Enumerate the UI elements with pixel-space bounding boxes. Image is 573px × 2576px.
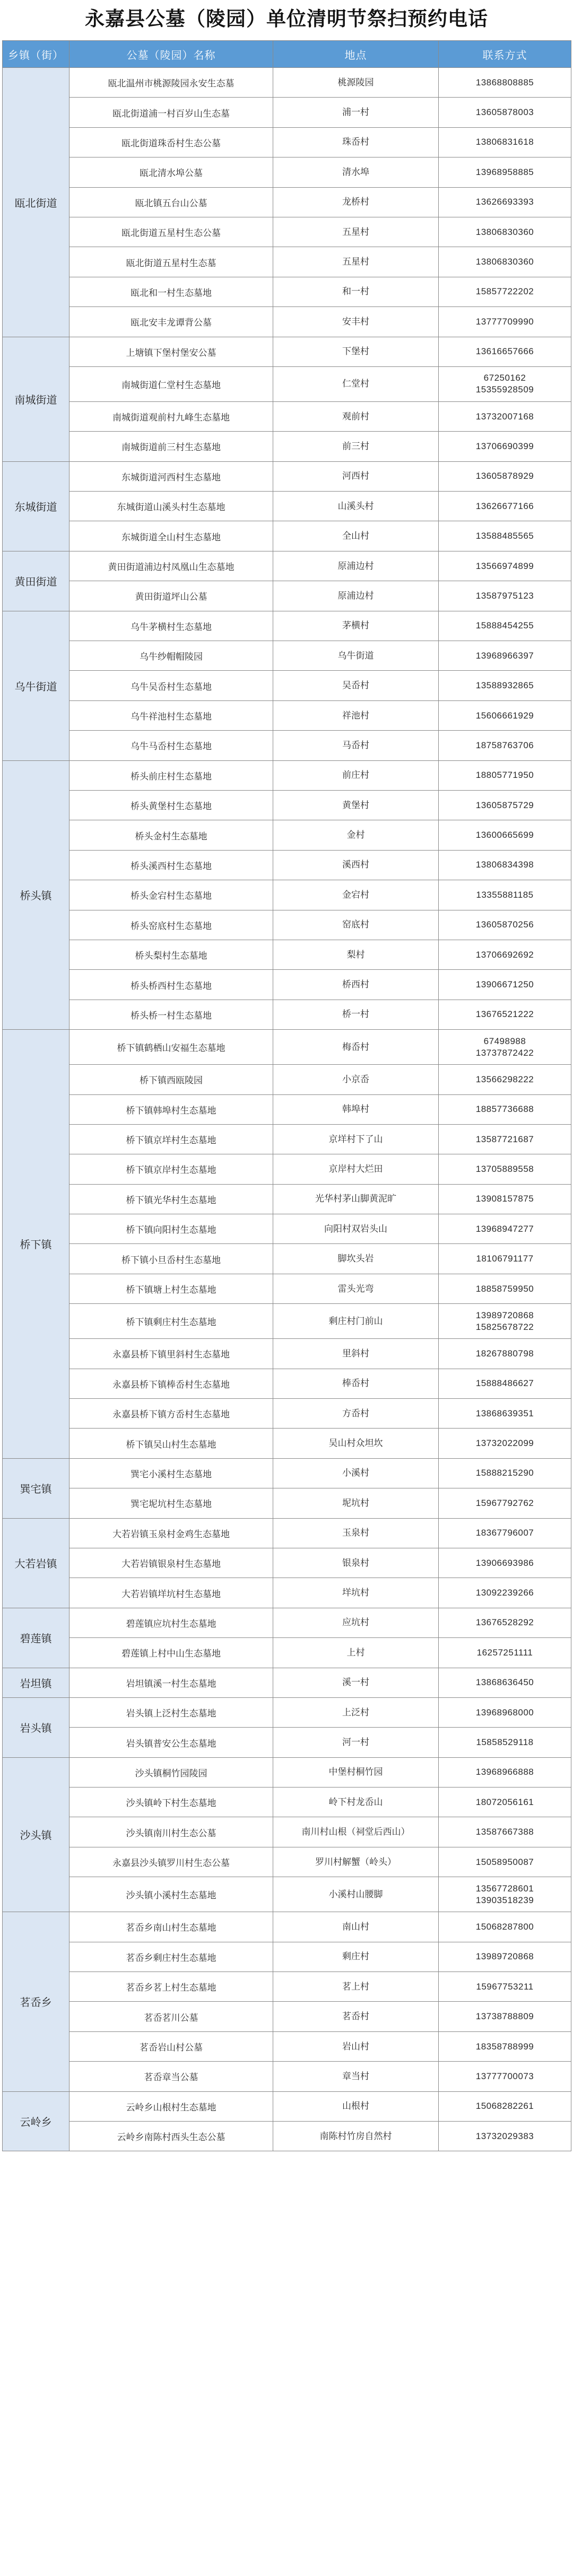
location-cell: 京垟村下了山 [273,1124,439,1154]
table-row [3,1877,571,1912]
table-row [3,820,571,850]
phone-cell: 13605875729 [439,790,571,820]
phone-cell: 15068287800 [439,1912,571,1942]
table-row [3,1184,571,1214]
location-cell: 坭坑村 [273,1488,439,1518]
table-row [3,1608,571,1637]
table-row [3,461,571,491]
cemetery-name-cell: 沙头镇小溪村生态墓地 [70,1877,273,1912]
phone-cell: 13989720868 15825678722 [439,1304,571,1339]
table-row [3,2091,571,2121]
location-cell: 茅横村 [273,611,439,641]
cemetery-name-cell: 桥下镇塘上村生态墓地 [70,1274,273,1303]
cemetery-name-cell: 茗岙岩山村公墓 [70,2031,273,2061]
table-row [3,641,571,671]
location-cell: 原浦边村 [273,551,439,581]
cemetery-name-cell: 桥头金宕村生态墓地 [70,880,273,910]
location-cell: 剩庄村 [273,1942,439,1972]
phone-cell: 67498988 13737872422 [439,1030,571,1065]
location-cell: 观前村 [273,401,439,431]
location-cell: 河西村 [273,461,439,491]
table-row [3,1817,571,1847]
table-row [3,68,571,98]
phone-cell: 13587667388 [439,1817,571,1847]
location-cell: 祥池村 [273,700,439,730]
cemetery-name-cell: 东城街道河西村生态墓地 [70,461,273,491]
phone-cell: 13355881185 [439,880,571,910]
location-cell: 溪一村 [273,1668,439,1697]
table-row [3,2122,571,2151]
phone-cell: 15888486627 [439,1369,571,1398]
table-row [3,1578,571,1608]
phone-cell: 15888215290 [439,1458,571,1488]
table-row [3,247,571,277]
location-cell: 岭下村龙岙山 [273,1788,439,1817]
cemetery-name-cell: 茗岙乡南山村生态墓地 [70,1912,273,1942]
location-cell: 吴山村众坦坎 [273,1429,439,1458]
phone-cell: 13605870256 [439,910,571,940]
phone-cell: 13806830360 [439,247,571,277]
phone-cell: 15606661929 [439,700,571,730]
cemetery-name-cell: 黄田街道坪山公墓 [70,581,273,611]
phone-cell: 13732022099 [439,1429,571,1458]
location-cell: 向阳村双岩头山 [273,1214,439,1244]
cemetery-name-cell: 沙头镇岭下村生态墓地 [70,1788,273,1817]
table-row [3,98,571,127]
table-row [3,700,571,730]
cemetery-name-cell: 瓯北街道珠岙村生态公墓 [70,127,273,157]
cemetery-name-cell: 上塘镇下堡村堡安公墓 [70,337,273,366]
location-cell: 桥西村 [273,970,439,1000]
cemetery-name-cell: 桥头溪西村生态墓地 [70,850,273,880]
cemetery-name-cell: 大若岩镇玉泉村金鸡生态墓地 [70,1518,273,1548]
cemetery-name-cell: 桥下镇剩庄村生态墓地 [70,1304,273,1339]
location-cell: 中堡村桐竹园 [273,1757,439,1787]
phone-cell: 18358788999 [439,2031,571,2061]
table-row [3,492,571,521]
phone-cell: 13777700073 [439,2062,571,2091]
town-cell: 茗岙乡 [3,1912,70,2091]
phone-cell: 67250162 15355928509 [439,366,571,401]
phone-cell: 13605878003 [439,98,571,127]
location-cell: 浦一村 [273,98,439,127]
cemetery-name-cell: 乌牛马岙村生态墓地 [70,731,273,760]
town-cell: 南城街道 [3,337,70,461]
location-cell: 上泛村 [273,1697,439,1727]
location-cell: 小溪村山腰脚 [273,1877,439,1912]
location-cell: 金村 [273,820,439,850]
table-row [3,1030,571,1065]
phone-cell: 18758763706 [439,731,571,760]
phone-cell: 13626677166 [439,492,571,521]
cemetery-name-cell: 茗岙乡茗上村生态墓地 [70,1972,273,2002]
table-row [3,1697,571,1727]
phone-cell: 13676528292 [439,1608,571,1637]
location-cell: 河一村 [273,1728,439,1757]
table-row [3,127,571,157]
cemetery-name-cell: 云岭乡南陈村西头生态公墓 [70,2122,273,2151]
table-row [3,1912,571,1942]
town-cell: 桥下镇 [3,1030,70,1459]
table-row [3,277,571,306]
cemetery-name-cell: 云岭乡山根村生态墓地 [70,2091,273,2121]
header-town: 乡镇（街） [3,41,70,68]
location-cell: 韩埠村 [273,1094,439,1124]
table-row [3,432,571,461]
cemetery-name-cell: 瓯北清水埠公墓 [70,157,273,187]
cemetery-name-cell: 瓯北街道五星村生态墓 [70,247,273,277]
phone-cell: 15967753211 [439,1972,571,2002]
cemetery-name-cell: 桥下镇西瓯陵园 [70,1065,273,1094]
cemetery-name-cell: 乌牛纱帽帽陵园 [70,641,273,671]
phone-cell: 15857722202 [439,277,571,306]
cemetery-name-cell: 瓯北和一村生态墓地 [70,277,273,306]
table-row [3,2002,571,2031]
cemetery-name-cell: 瓯北安丰龙谭背公墓 [70,307,273,337]
location-cell: 前三村 [273,432,439,461]
phone-cell: 18267880798 [439,1339,571,1369]
location-cell: 上村 [273,1638,439,1668]
table-row [3,850,571,880]
location-cell: 黄堡村 [273,790,439,820]
table-body [3,68,571,2151]
cemetery-name-cell: 桥头金村生态墓地 [70,820,273,850]
location-cell: 下堡村 [273,337,439,366]
phone-cell: 13605878929 [439,461,571,491]
cemetery-name-cell: 茗岙茗川公墓 [70,2002,273,2031]
town-cell: 云岭乡 [3,2091,70,2151]
table-row [3,1304,571,1339]
location-cell: 垟坑村 [273,1578,439,1608]
cemetery-name-cell: 桥头前庄村生态墓地 [70,760,273,790]
table-row [3,366,571,401]
phone-cell: 13868636450 [439,1668,571,1697]
phone-cell: 13567728601 13903518239 [439,1877,571,1912]
location-cell: 五星村 [273,247,439,277]
town-cell: 岩头镇 [3,1697,70,1757]
location-cell: 原浦边村 [273,581,439,611]
phone-cell: 13806834398 [439,850,571,880]
table-header [3,41,571,68]
table-row [3,1668,571,1697]
location-cell: 玉泉村 [273,1518,439,1548]
cemetery-name-cell: 瓯北街道浦一村百岁山生态墓 [70,98,273,127]
table-row [3,521,571,551]
location-cell: 章当村 [273,2062,439,2091]
phone-cell: 13777709990 [439,307,571,337]
header-contact: 联系方式 [439,41,571,68]
location-cell: 清水埠 [273,157,439,187]
table-row [3,1274,571,1303]
table-row [3,1000,571,1029]
location-cell: 金宕村 [273,880,439,910]
town-cell: 东城街道 [3,461,70,551]
table-row [3,1638,571,1668]
phone-cell: 13868639351 [439,1399,571,1429]
location-cell: 京岸村大烂田 [273,1154,439,1184]
table-row [3,1728,571,1757]
cemetery-name-cell: 大若岩镇垟坑村生态墓地 [70,1578,273,1608]
table-row [3,1429,571,1458]
location-cell: 罗川村解蟹（岭头） [273,1847,439,1877]
table-row [3,1154,571,1184]
location-cell: 仁堂村 [273,366,439,401]
table-row [3,940,571,969]
table-row [3,551,571,581]
location-cell: 全山村 [273,521,439,551]
table-row [3,1244,571,1274]
town-cell: 乌牛街道 [3,611,70,760]
cemetery-name-cell: 乌牛茅横村生态墓地 [70,611,273,641]
location-cell: 南川村山根（祠堂后西山） [273,1817,439,1847]
cemetery-name-cell: 桥头桥西村生态墓地 [70,970,273,1000]
cemetery-name-cell: 桥下镇韩埠村生态墓地 [70,1094,273,1124]
phone-cell: 13968958885 [439,157,571,187]
cemetery-name-cell: 桥头桥一村生态墓地 [70,1000,273,1029]
cemetery-name-cell: 桥头黄堡村生态墓地 [70,790,273,820]
cemetery-name-cell: 乌牛祥池村生态墓地 [70,700,273,730]
table-row [3,611,571,641]
table-row [3,1458,571,1488]
contact-table [2,40,571,2151]
location-cell: 龙桥村 [273,187,439,217]
location-cell: 珠岙村 [273,127,439,157]
phone-cell: 13968966888 [439,1757,571,1787]
page-title: 永嘉县公墓（陵园）单位清明节祭扫预约电话 [85,8,488,30]
table-row [3,1339,571,1369]
phone-cell: 15858529118 [439,1728,571,1757]
phone-cell: 18858759950 [439,1274,571,1303]
location-cell: 桃源陵园 [273,68,439,98]
location-cell: 梨村 [273,940,439,969]
location-cell: 溪西村 [273,850,439,880]
location-cell: 南山村 [273,1912,439,1942]
table-row [3,2062,571,2091]
location-cell: 梅岙村 [273,1030,439,1065]
table-row [3,337,571,366]
cemetery-name-cell: 桥下镇鹤栖山安福生态墓地 [70,1030,273,1065]
cemetery-name-cell: 南城街道观前村九峰生态墓地 [70,401,273,431]
table-row [3,1124,571,1154]
phone-cell: 13906671250 [439,970,571,1000]
cemetery-name-cell: 茗岙乡剩庄村生态墓地 [70,1942,273,1972]
phone-cell: 13706690399 [439,432,571,461]
cemetery-name-cell: 碧莲镇应坑村生态墓地 [70,1608,273,1637]
phone-cell: 18072056161 [439,1788,571,1817]
table-row [3,1972,571,2002]
table-row [3,1094,571,1124]
location-cell: 剩庄村门前山 [273,1304,439,1339]
phone-cell: 18857736688 [439,1094,571,1124]
cemetery-name-cell: 永嘉县桥下镇棒岙村生态墓地 [70,1369,273,1398]
location-cell: 茗岙村 [273,2002,439,2031]
table-row [3,1757,571,1787]
phone-cell: 15068282261 [439,2091,571,2121]
cemetery-name-cell: 瓯北镇五台山公墓 [70,187,273,217]
table-row [3,187,571,217]
table-row [3,1548,571,1578]
cemetery-name-cell: 乌牛吴岙村生态墓地 [70,671,273,700]
cemetery-name-cell: 大若岩镇银泉村生态墓地 [70,1548,273,1578]
location-cell: 雷头光弯 [273,1274,439,1303]
town-cell: 沙头镇 [3,1757,70,1912]
cemetery-name-cell: 巽宅小溪村生态墓地 [70,1458,273,1488]
cemetery-name-cell: 巽宅坭坑村生态墓地 [70,1488,273,1518]
phone-cell: 13706692692 [439,940,571,969]
table-row [3,880,571,910]
phone-cell: 18367796007 [439,1518,571,1548]
cemetery-name-cell: 永嘉县桥下镇里斜村生态墓地 [70,1339,273,1369]
table-row [3,1488,571,1518]
cemetery-name-cell: 岩头镇上泛村生态墓地 [70,1697,273,1727]
phone-cell: 13732029383 [439,2122,571,2151]
town-cell: 碧莲镇 [3,1608,70,1668]
phone-cell: 13616657666 [439,337,571,366]
location-cell: 山根村 [273,2091,439,2121]
cemetery-name-cell: 东城街道全山村生态墓地 [70,521,273,551]
table-row [3,1788,571,1817]
location-cell: 应坑村 [273,1608,439,1637]
phone-cell: 13968966397 [439,641,571,671]
location-cell: 吴岙村 [273,671,439,700]
location-cell: 窑底村 [273,910,439,940]
location-cell: 棒岙村 [273,1369,439,1398]
town-cell: 瓯北街道 [3,68,70,337]
phone-cell: 13738788809 [439,2002,571,2031]
cemetery-name-cell: 桥头窑底村生态墓地 [70,910,273,940]
phone-cell: 13587975123 [439,581,571,611]
table-row [3,1942,571,1972]
cemetery-name-cell: 瓯北温州市桃源陵园永安生态墓 [70,68,273,98]
header-cemetery-name: 公墓（陵园）名称 [70,41,273,68]
phone-cell: 13626693393 [439,187,571,217]
cemetery-name-cell: 永嘉县桥下镇方岙村生态墓地 [70,1399,273,1429]
location-cell: 安丰村 [273,307,439,337]
cemetery-name-cell: 桥下镇向阳村生态墓地 [70,1214,273,1244]
table-row [3,581,571,611]
header-location: 地点 [273,41,439,68]
town-cell: 巽宅镇 [3,1458,70,1518]
table-row [3,1369,571,1398]
location-cell: 小溪村 [273,1458,439,1488]
town-cell: 桥头镇 [3,760,70,1030]
cemetery-name-cell: 沙头镇桐竹园陵园 [70,1757,273,1787]
phone-cell: 18805771950 [439,760,571,790]
location-cell: 山溪头村 [273,492,439,521]
cemetery-name-cell: 桥下镇吴山村生态墓地 [70,1429,273,1458]
table-row [3,1065,571,1094]
location-cell: 乌牛街道 [273,641,439,671]
table-row [3,401,571,431]
location-cell: 和一村 [273,277,439,306]
phone-cell: 15888454255 [439,611,571,641]
location-cell: 光华村茅山脚黄泥旷 [273,1184,439,1214]
phone-cell: 13705889558 [439,1154,571,1184]
phone-cell: 13587721687 [439,1124,571,1154]
table-row [3,1214,571,1244]
town-cell: 岩坦镇 [3,1668,70,1697]
table-row [3,217,571,247]
table-row [3,1847,571,1877]
table-row [3,731,571,760]
location-cell: 五星村 [273,217,439,247]
table-row [3,1399,571,1429]
cemetery-name-cell: 碧莲镇上村中山生态墓地 [70,1638,273,1668]
cemetery-name-cell: 岩坦镇溪一村生态墓地 [70,1668,273,1697]
phone-cell: 13906693986 [439,1548,571,1578]
cemetery-name-cell: 桥下镇京垟村生态墓地 [70,1124,273,1154]
cemetery-name-cell: 桥下镇小旦岙村生态墓地 [70,1244,273,1274]
location-cell: 桥一村 [273,1000,439,1029]
phone-cell: 13566298222 [439,1065,571,1094]
cemetery-name-cell: 岩头镇普安公生态墓地 [70,1728,273,1757]
cemetery-name-cell: 桥下镇光华村生态墓地 [70,1184,273,1214]
table-row [3,1518,571,1548]
cemetery-name-cell: 瓯北街道五星村生态公墓 [70,217,273,247]
phone-cell: 13732007168 [439,401,571,431]
location-cell: 南陈村竹房自然村 [273,2122,439,2151]
location-cell: 岩山村 [273,2031,439,2061]
cemetery-name-cell: 桥下镇京岸村生态墓地 [70,1154,273,1184]
table-row [3,2031,571,2061]
cemetery-name-cell: 黄田街道浦边村凤凰山生态墓地 [70,551,273,581]
phone-cell: 13989720868 [439,1942,571,1972]
table-row [3,970,571,1000]
table-row [3,910,571,940]
phone-cell: 13092239266 [439,1578,571,1608]
phone-cell: 13600665699 [439,820,571,850]
location-cell: 银泉村 [273,1548,439,1578]
phone-cell: 13968968000 [439,1697,571,1727]
cemetery-name-cell: 茗岙章当公墓 [70,2062,273,2091]
phone-cell: 13806830360 [439,217,571,247]
phone-cell: 13566974899 [439,551,571,581]
cemetery-name-cell: 东城街道山溪头村生态墓地 [70,492,273,521]
table-row [3,157,571,187]
table-row [3,760,571,790]
location-cell: 马岙村 [273,731,439,760]
location-cell: 前庄村 [273,760,439,790]
cemetery-name-cell: 桥头梨村生态墓地 [70,940,273,969]
phone-cell: 16257251111 [439,1638,571,1668]
phone-cell: 13806831618 [439,127,571,157]
cemetery-name-cell: 沙头镇南川村生态公墓 [70,1817,273,1847]
phone-cell: 13968947277 [439,1214,571,1244]
location-cell: 里斜村 [273,1339,439,1369]
cemetery-name-cell: 南城街道仁堂村生态墓地 [70,366,273,401]
phone-cell: 13588485565 [439,521,571,551]
town-cell: 黄田街道 [3,551,70,611]
location-cell: 茗上村 [273,1972,439,2002]
location-cell: 脚坎头岩 [273,1244,439,1274]
table-row [3,790,571,820]
phone-cell: 15967792762 [439,1488,571,1518]
phone-cell: 15058950087 [439,1847,571,1877]
phone-cell: 13868808885 [439,68,571,98]
phone-cell: 13908157875 [439,1184,571,1214]
location-cell: 小京岙 [273,1065,439,1094]
town-cell: 大若岩镇 [3,1518,70,1608]
phone-cell: 18106791177 [439,1244,571,1274]
cemetery-name-cell: 永嘉县沙头镇罗川村生态公墓 [70,1847,273,1877]
table-row [3,671,571,700]
table-row [3,307,571,337]
location-cell: 方岙村 [273,1399,439,1429]
phone-cell: 13676521222 [439,1000,571,1029]
phone-cell: 13588932865 [439,671,571,700]
cemetery-name-cell: 南城街道前三村生态墓地 [70,432,273,461]
